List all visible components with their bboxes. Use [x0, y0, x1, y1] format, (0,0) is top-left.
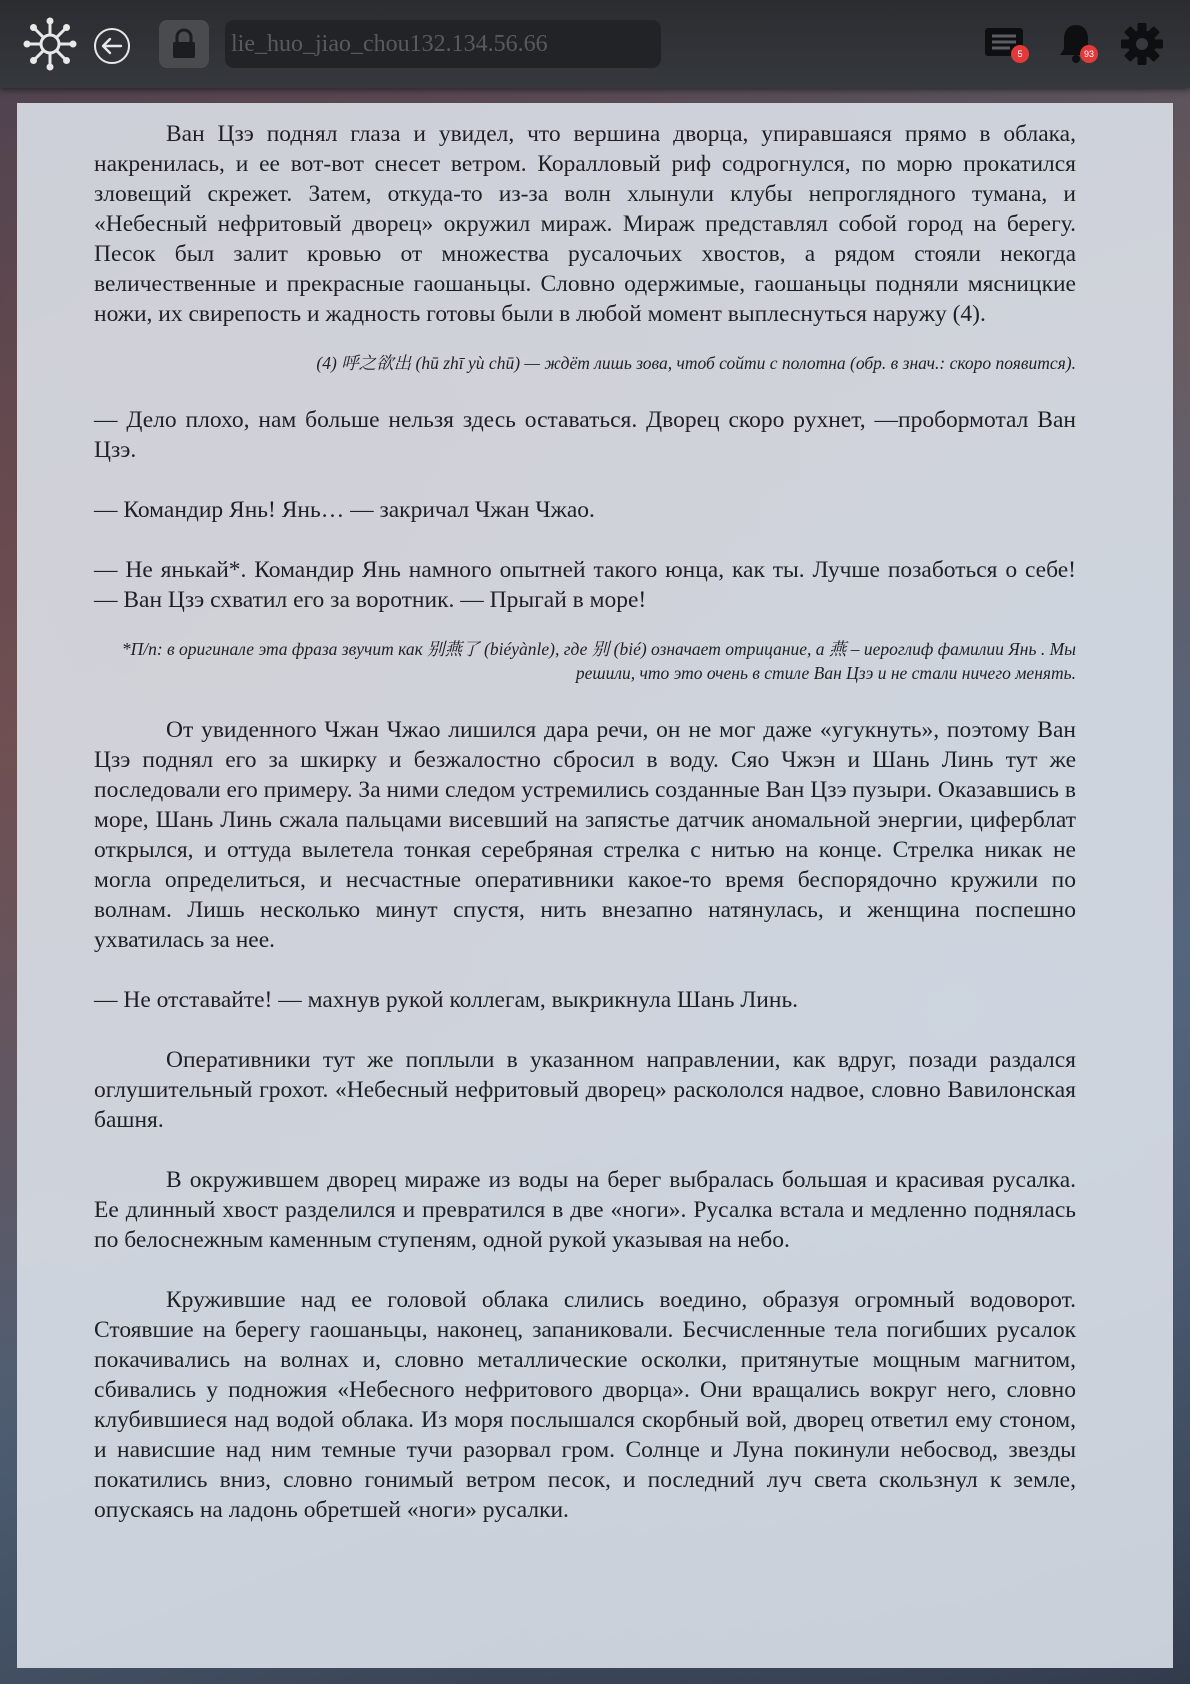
messages-badge: 5	[1011, 45, 1029, 63]
paragraph: — Дело плохо, нам больше нельзя здесь оставаться. Дворец скоро рухнет, —пробормотал Ван Цзэ.	[94, 407, 1076, 463]
paragraph: Ван Цзэ поднял глаза и увидел, что вершина дворца, упиравшаяся прямо в облака, накренилась, и ее вот-вот снесет ветром. Коралловый риф содрогнулся, по морю прокатился зловещий скрежет. Затем, откуда-то из-за волн хлынули клубы непроглядного тумана, и «Небесный нефритовый дворец» окружил мираж. Мираж представлял собой город на берегу. Песок был залит кровью от множества русалочьих хвостов, а рядом стояли некогда величественные и прекрасные гаошаньцы. Словно одержимые, гаошаньцы подняли мясницкие ножи, их свирепость и жадность готовы были в любой момент выплеснуться наружу (4).	[94, 121, 1076, 327]
paragraph: Оперативники тут же поплыли в указанном направлении, как вдруг, позади раздался оглушительный грохот. «Небесный нефритовый дворец» раскололся надвое, словно Вавилонская башня.	[94, 1047, 1076, 1133]
lock-icon[interactable]	[159, 20, 209, 68]
notifications-badge: 93	[1080, 45, 1098, 63]
paragraph: Кружившие над ее головой облака слились воедино, образуя огромный водоворот. Стоявшие на берегу гаошаньцы, наконец, запаниковали. Бесчисленные тела погибших русалок покачивались на волнах и, словно металлические осколки, притянутые мощным магнитом, сбивались у подножия «Небесного нефритового дворца». Они вращались вокруг него, словно клубившиеся над водой облака. Из моря послышался скорбный вой, дворец ответил ему стоном, и нависшие над ним темные тучи разорвал гром. Солнце и Луна покинули небосвод, звезды покатились вниз, словно гонимый ветром песок, и последний луч света скользнул к земле, опускаясь на ладонь обретшей «ноги» русалки.	[94, 1287, 1076, 1523]
top-toolbar	[0, 0, 1190, 88]
paragraph: От увиденного Чжан Чжао лишился дара речи, он не мог даже «угукнуть», поэтому Ван Цзэ поднял его за шкирку и безжалостно сбросил в воду. Сяо Чжэн и Шань Линь тут же последовали его примеру. За ними следом устремились созданные Ван Цзэ пузыри. Оказавшись в море, Шань Линь сжала пальцами висевший на запястье датчик аномальной энергии, циферблат открылся, и оттуда вылетела тонкая серебряная стрелка с нитью на конце. Стрелка никак не могла определиться, и несчастные оперативники какое-то время беспорядочно кружили по волнам. Лишь несколько минут спустя, нить внезапно натянулась, и женщина поспешно ухватилась за нее.	[94, 717, 1076, 953]
back-arrow-icon[interactable]	[92, 26, 132, 66]
translator-note: *П/п: в оригинале эта фраза звучит как 别燕了 (biéyànle), где 别 (bié) означает отрицание, а 燕 – иероглиф фамилии Янь . Мы решили, что это очень в стиле Ван Цзэ и не стали ничего менять.	[121, 639, 1076, 683]
paragraph: В окружившем дворец мираже из воды на берег выбралась большая и красивая русалка. Ее длинный хвост разделился и превратился в две «ноги». Русалка встала и медленно поднялась по белоснежным каменным ступеням, одной рукой указывая на небо.	[94, 1167, 1076, 1253]
footnote: (4) 呼之欲出 (hū zhī yù chū) — ждёт лишь зова, чтоб сойти с полотна (обр. в знач.: скоро появится).	[316, 353, 1076, 373]
network-logo-icon[interactable]	[22, 16, 78, 72]
paragraph: — Не отставайте! — махнув рукой коллегам, выкрикнула Шань Линь.	[94, 987, 799, 1013]
article-content	[94, 119, 1076, 1525]
paragraph: — Командир Янь! Янь… — закричал Чжан Чжао.	[94, 497, 595, 523]
gear-icon[interactable]	[1120, 22, 1164, 66]
paragraph: — Не янькай*. Командир Янь намного опытней такого юнца, как ты. Лучше позаботься о себе! — Ван Цзэ схватил его за воротник. — Прыгай в море!	[94, 557, 1076, 613]
address-input[interactable]	[225, 20, 661, 68]
